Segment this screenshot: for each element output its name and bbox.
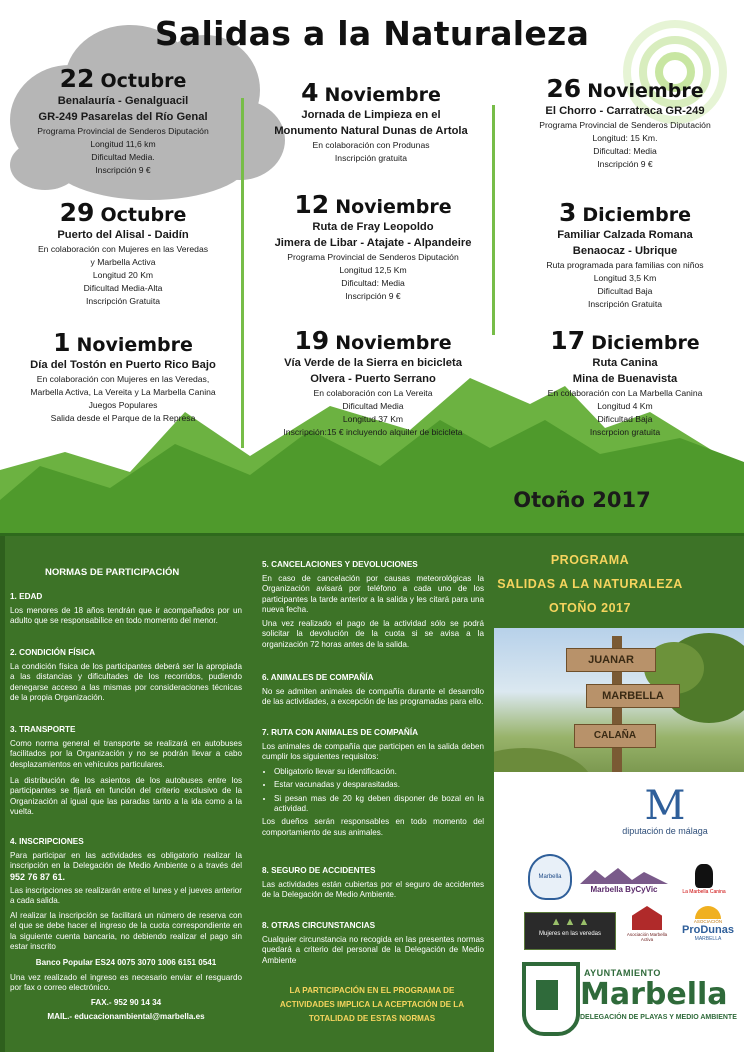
section-text: En caso de cancelación por causas meteorológicas la Organización avisará por teléfono a cada uno de los participantes la tarde anterior a la salida y les citará para una nueva fecha. xyxy=(262,574,484,615)
event-title: Monumento Natural Dunas de Artola xyxy=(274,125,468,137)
event-date: 12 Noviembre xyxy=(294,190,452,219)
section-title: 4. INSCRIPCIONES xyxy=(10,837,84,846)
event-date: 22 Octubre xyxy=(59,64,187,93)
event-title: Jornada de Limpieza en el xyxy=(301,109,441,121)
event-title: Olvera - Puerto Serrano xyxy=(310,373,436,385)
event-card xyxy=(510,326,740,439)
event-detail: Longitud 37 Km xyxy=(342,414,404,424)
event-card xyxy=(10,328,236,425)
asociacion-marbella-activa-logo xyxy=(624,906,670,948)
requirements-list xyxy=(262,767,484,815)
event-detail: Dificultad: Media xyxy=(593,146,657,156)
marbella-canina-logo xyxy=(680,858,728,898)
event-date: 17 Diciembre xyxy=(550,326,700,355)
event-detail: Inscripción 9 € xyxy=(345,291,401,301)
event-date: 26 Noviembre xyxy=(546,74,704,103)
event-detail: Programa Provincial de Senderos Diputación xyxy=(37,126,209,136)
section-text xyxy=(262,742,484,838)
mujeres-label: Mujeres en las veredas xyxy=(538,931,602,937)
sign-marbella: MARBELLA xyxy=(586,684,680,708)
section-text: No se admiten animales de compañía durante el desarrollo de las actividades, a excepción de las programadas para ello. xyxy=(262,687,484,707)
program-heading xyxy=(492,548,688,620)
event-title: Día del Tostón en Puerto Rico Bajo xyxy=(30,359,216,371)
section-title: 8. SEGURO DE ACCIDENTES xyxy=(262,866,376,875)
castle-crest-icon xyxy=(522,962,580,1036)
section-text: Al realizar la inscripción se facilitará un número de reserva con el que se debe hacer el ingreso de la cuota correspondiente en la siguiente cuenta bancaria, no debiendo realizar el pago sin estar inscrito xyxy=(10,911,242,952)
ayuntamiento-small-label: AYUNTAMIENTO xyxy=(584,968,661,978)
season-label: Otoño 2017 xyxy=(513,488,651,512)
dog-icon xyxy=(695,864,713,888)
event-detail: y Marbella Activa xyxy=(90,257,156,267)
event-card xyxy=(256,78,486,165)
event-detail: Longitud 3,5 Km xyxy=(593,273,657,283)
program-line: SALIDAS A LA NATURALEZA xyxy=(497,577,683,591)
event-detail: Programa Provincial de Senderos Diputación xyxy=(539,120,711,130)
event-detail: Longitud 12,5 Km xyxy=(339,265,407,275)
marbella-activa-logo: Marbella xyxy=(528,854,572,900)
event-date: 3 Diciembre xyxy=(558,198,691,227)
list-item: • Obligatorio llevar su identificación. xyxy=(274,767,484,777)
event-detail: En colaboración con Mujeres en las Veredas xyxy=(37,244,209,254)
section-text-part: Los animales de compañía que participen en la salida deben cumplir los siguientes requisitos: xyxy=(262,742,484,762)
hikers-icon: ▲ ▲ ▲ xyxy=(550,916,590,928)
event-date: 29 Octubre xyxy=(59,198,187,227)
section-title: 2. CONDICIÓN FÍSICA xyxy=(10,648,96,657)
section-title: 8. OTRAS CIRCUNSTANCIAS xyxy=(262,921,376,930)
asociacion-label: Asociación Marbella Activa xyxy=(626,932,668,942)
event-detail: Salida desde el Parque de la Represa xyxy=(50,413,196,423)
section-title: 6. ANIMALES DE COMPAÑÍA xyxy=(262,673,374,682)
section-text: Las actividades están cubiertas por el seguro de accidentes de la Delegación de Medio Ambiente. xyxy=(262,880,484,900)
event-date: 19 Noviembre xyxy=(294,326,452,355)
section-title: 1. EDAD xyxy=(10,592,43,601)
section-text: Como norma general el transporte se realizará en autobuses facilitados por la Organización y no se podrán llevar a cabo desplazamientos en vehículos particulares. xyxy=(10,739,242,769)
event-detail: Marbella Activa, La Vereita y La Marbella Canina xyxy=(30,387,216,397)
event-detail: En colaboración con Mujeres en las Veredas, xyxy=(36,374,210,384)
section-text: Las inscripciones se realizarán entre el lunes y el jueves anterior a cada salida. xyxy=(10,886,242,906)
event-detail: Dificultad Media. xyxy=(91,152,155,162)
event-detail: Inscripción Gratuita xyxy=(587,299,663,309)
bycyvic-logo xyxy=(580,866,668,894)
closing-statement: LA PARTICIPACIÓN EN EL PROGRAMA DE ACTIVIDADES IMPLICA LA ACEPTACIÓN DE LA TOTALIDAD DE ESTAS NORMAS xyxy=(279,986,465,1023)
event-date: 1 Noviembre xyxy=(53,328,193,357)
produnas-label: ProDunas xyxy=(682,924,734,936)
bycyvic-label: Marbella ByCyVic xyxy=(590,885,658,894)
event-detail: Programa Provincial de Senderos Diputación xyxy=(287,252,459,262)
event-detail: En colaboración con La Marbella Canina xyxy=(547,388,703,398)
event-detail: Dificultad Baja xyxy=(597,286,653,296)
section-text: Los menores de 18 años tendrán que ir acompañados por un adulto que se responsabilice en todo momento del menor. xyxy=(10,606,242,626)
event-card xyxy=(256,326,490,439)
event-card xyxy=(10,198,236,308)
diputacion-label: diputación de málaga xyxy=(622,826,708,836)
section-text: Cualquier circunstancia no recogida en las presentes normas quedará a criterio del personal de la Delegación de Medio Ambiente xyxy=(262,935,484,965)
page-title: Salidas a la Naturaleza xyxy=(154,14,590,53)
rules-heading: NORMAS DE PARTICIPACIÓN xyxy=(45,567,180,578)
event-card xyxy=(256,190,490,303)
event-detail: En colaboración con La Vereita xyxy=(313,388,433,398)
mujeres-veredas-logo xyxy=(524,912,616,950)
ayuntamiento-department: DELEGACIÓN DE PLAYAS Y MEDIO AMBIENTE xyxy=(580,1014,737,1021)
event-detail: Longitud 4 Km xyxy=(597,401,653,411)
diputacion-m-icon: M xyxy=(644,783,686,829)
fax-number: FAX.- 952 90 14 34 xyxy=(90,998,162,1007)
event-detail: Dificultad: Media xyxy=(341,278,405,288)
produnas-sub-label: MARBELLA xyxy=(694,936,722,942)
list-item: • Estar vacunadas y desparasitadas. xyxy=(274,780,484,790)
event-title: Benaocaz - Ubrique xyxy=(572,245,678,257)
event-detail: Inscripción gratuita xyxy=(334,153,408,163)
sun-dunes-icon xyxy=(695,906,721,919)
event-date: 4 Noviembre xyxy=(301,78,441,107)
ayuntamiento-logo xyxy=(522,962,738,1042)
program-line: OTOÑO 2017 xyxy=(549,601,631,615)
event-detail: Longitud 20 Km xyxy=(92,270,154,280)
email-address: MAIL.- educacionambiental@marbella.es xyxy=(47,1012,205,1021)
event-detail: Ruta programada para familias con niños xyxy=(546,260,704,270)
event-title: GR-249 Pasarelas del Río Genal xyxy=(38,111,208,123)
produnas-logo xyxy=(676,906,740,950)
event-title: Jimera de Libar - Atajate - Alpandeire xyxy=(274,237,472,249)
ayuntamiento-name: Marbella xyxy=(580,977,728,1012)
event-detail: Dificultad Media-Alta xyxy=(83,283,163,293)
event-title: Mina de Buenavista xyxy=(572,373,678,385)
section-text-part: Los dueños serán responsables en todo momento del comportamiento de sus animales. xyxy=(262,817,484,837)
event-detail: Inscripción 9 € xyxy=(597,159,653,169)
event-card xyxy=(510,198,740,311)
event-detail: Dificultad Media xyxy=(342,401,404,411)
event-title: Vía Verde de la Sierra en bicicleta xyxy=(284,357,462,369)
event-title: Puerto del Alisal - Daidín xyxy=(57,229,189,241)
event-title: Benalauría - Genalguacil xyxy=(57,95,189,107)
phone-number: 952 76 87 61. xyxy=(10,871,66,882)
section-text: Una vez realizado el pago de la actividad sólo se podrá solicitar la devolución de la cuota si se avisa a la organización 72 horas antes de la salida. xyxy=(262,619,484,649)
event-title: Ruta de Fray Leopoldo xyxy=(312,221,434,233)
program-line: PROGRAMA xyxy=(550,553,630,567)
section-text: Una vez realizado el ingreso es necesario enviar el resguardo por fax o correo electrónico. xyxy=(10,973,242,993)
event-detail: Inscrpcion gratuita xyxy=(589,427,661,437)
section-text-part: Para participar en las actividades es obligatorio realizar la inscripción en la Delegación de Medio Ambiente o a través del xyxy=(10,851,242,871)
section-title: 3. TRANSPORTE xyxy=(10,725,76,734)
sign-juanar: JUANAR xyxy=(566,648,656,672)
section-text: La distribución de los asientos de los autobuses entre los participantes se fijará en función del criterio exclusivo de la Organización al igual que las paradas tanto a la ida como a la vuelta. xyxy=(10,776,242,817)
section-text: La condición física de los participantes deberá ser la apropiada a las distancias y dificultades de los recorridos, pudiendo denegarse acceso a las mismas por consideraciones técnicas de la propia Organización. xyxy=(10,662,242,703)
list-item: • Si pesan mas de 20 kg deben disponer de bozal en la actividad. xyxy=(274,794,484,815)
diputacion-logo xyxy=(610,783,720,838)
event-detail: Inscripción 9 € xyxy=(95,165,151,175)
event-detail: Longitud: 15 Km. xyxy=(592,133,658,143)
event-detail: En colaboración con Produnas xyxy=(312,140,430,150)
event-title: El Chorro - Carratraca GR-249 xyxy=(545,105,705,117)
produnas-top-label: ASOCIACIÓN xyxy=(693,919,723,924)
house-icon xyxy=(632,906,662,930)
section-title: 7. RUTA CON ANIMALES DE COMPAÑÍA xyxy=(262,728,419,737)
event-detail: Dificultad Baja xyxy=(597,414,653,424)
bank-account: Banco Popular ES24 0075 3070 1006 6151 0541 xyxy=(35,958,217,967)
event-card xyxy=(10,64,236,177)
event-detail: Inscripción Gratuita xyxy=(85,296,161,306)
sign-calana: CALAÑA xyxy=(574,724,656,748)
event-detail: Inscripción:15 € incluyendo alquiler de bicicleta xyxy=(283,427,463,437)
section-title: 5. CANCELACIONES Y DEVOLUCIONES xyxy=(262,560,418,569)
marbella-canina-label: La Marbella Canina xyxy=(682,889,726,895)
event-detail: Longitud 11,6 km xyxy=(90,139,156,149)
event-title: Ruta Canina xyxy=(592,357,658,369)
event-card xyxy=(510,74,740,171)
event-detail: Juegos Populares xyxy=(88,400,158,410)
section-text xyxy=(10,851,242,883)
event-title: Familiar Calzada Romana xyxy=(557,229,693,241)
